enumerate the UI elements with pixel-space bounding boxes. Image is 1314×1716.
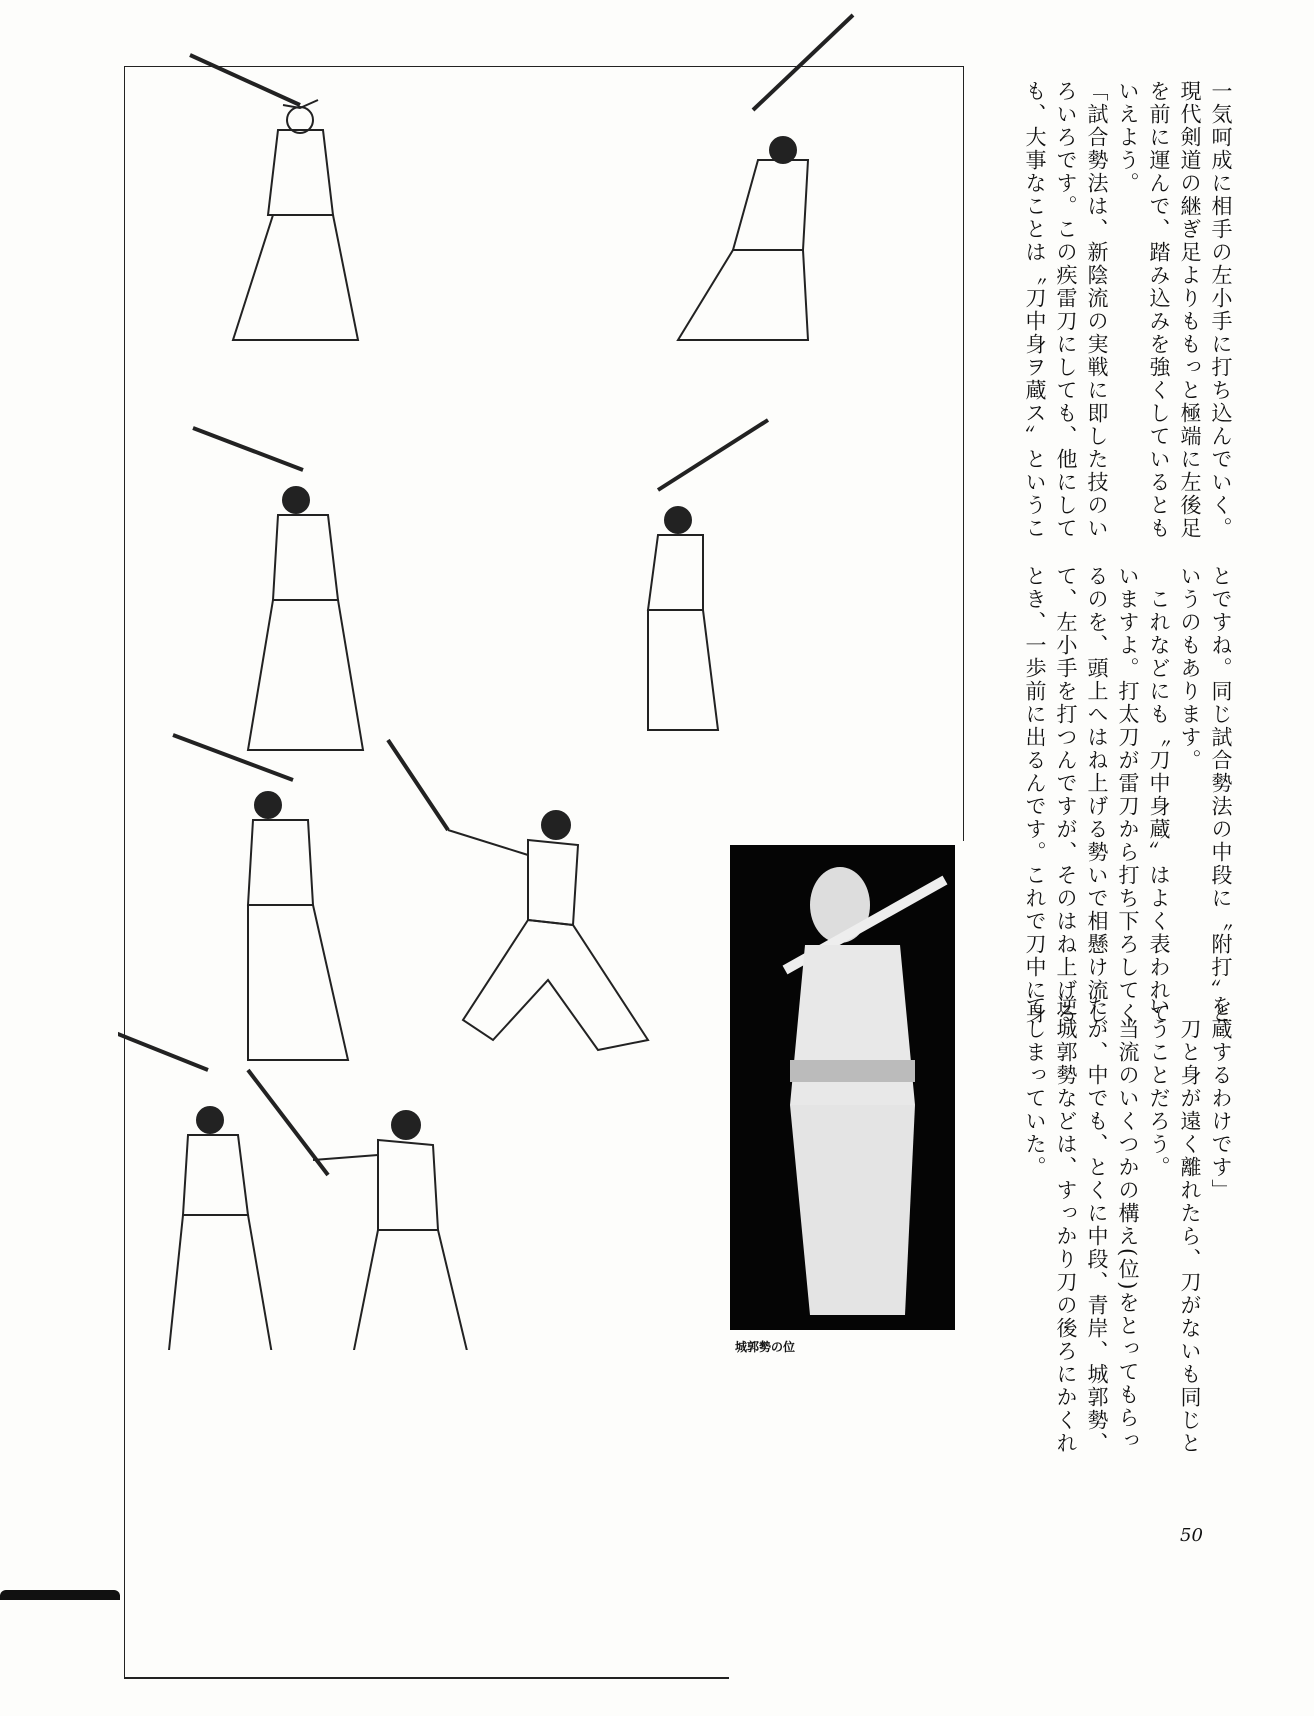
photo-jokakusei-stance	[730, 845, 955, 1330]
figure-1-raised-sword	[190, 55, 358, 340]
figure-8-receiving	[313, 1111, 468, 1350]
figure-6-lunging	[388, 740, 648, 1050]
photo-figure	[730, 845, 955, 1330]
body-text-column-3: を蔵するわけです」 刀と身が遠く離れたら、刀がないも同じと いうことだろう。 当流のいくつかの構え(位)をとってもらっ たが、中でも、とくに中段、青岸、城郭勢、 逆城郭勢などは、すっかり刀の後ろにかくれ てしまっていた。	[1023, 995, 1233, 1455]
body-text-column-2: とですね。同じ試合勢法の中段に〝附打〟と いうのもあります。 これなどにも〝刀中身蔵〟はよく表われて いますよ。打太刀が雷刀から打ち下ろしてく るのを、頭上へはね上げる勢いで相懸け流し て、左小手を打つんですが、そのはね上げる とき、一歩前に出るんです。これで刀中に身	[1023, 565, 1233, 1025]
page-number: 50	[1180, 1525, 1203, 1546]
page-edge-tab	[0, 1590, 120, 1600]
body-text-column-1: 一気呵成に相手の左小手に打ち込んでいく。 現代剣道の継ぎ足よりももっと極端に左後足 を前に運んで、踏み込みを強くしているとも いえよう。 「試合勢法は、新陰流の実戦に即した技のい ろいろです。この疾雷刀にしても、他にして も、大事なことは〝刀中身ヲ蔵ス〟というこ	[1023, 80, 1233, 540]
figure-5-raised-sword	[173, 735, 348, 1060]
figure-4-stepping	[648, 420, 768, 730]
figure-3-raised-sword	[193, 428, 363, 750]
figure-2-raised-sword	[678, 15, 853, 340]
figure-7-striking	[118, 1030, 328, 1350]
photo-caption: 城郭勢の位	[735, 1340, 796, 1354]
